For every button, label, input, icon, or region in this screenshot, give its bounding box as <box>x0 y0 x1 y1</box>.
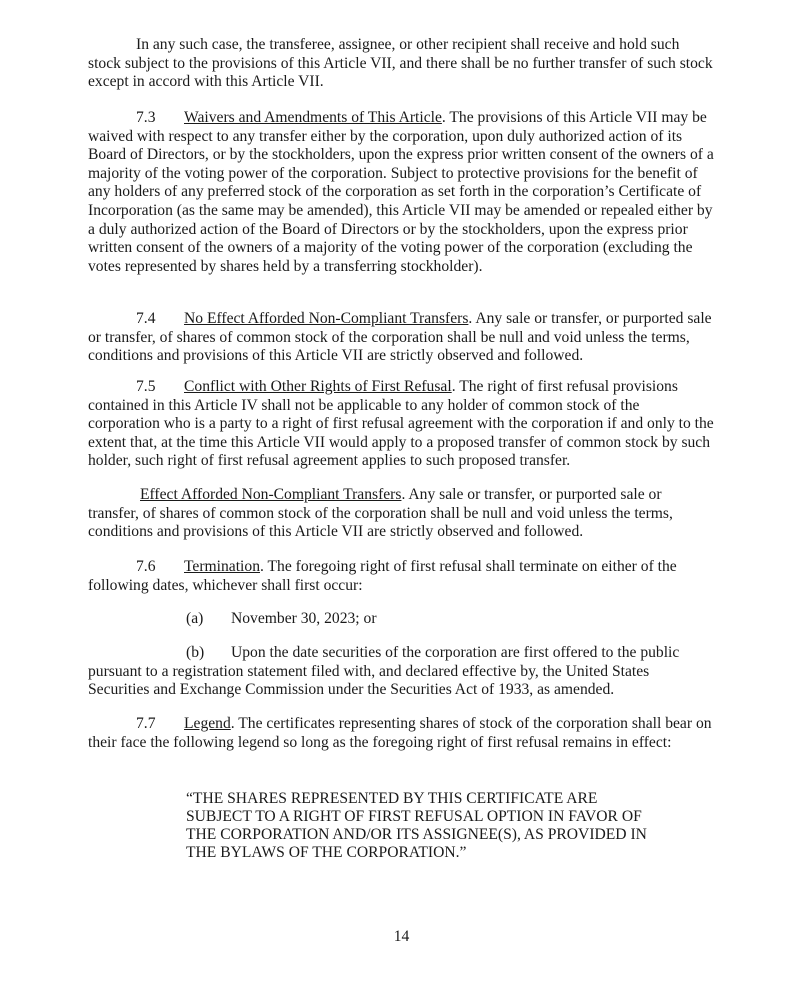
termination-item-a <box>186 610 377 629</box>
item-text: November 30, 2023; or <box>231 610 377 627</box>
legend-line: SUBJECT TO A RIGHT OF FIRST REFUSAL OPTION IN FAVOR OF <box>186 808 642 825</box>
section-number: 7.7 <box>136 715 156 732</box>
intro-paragraph <box>88 36 714 92</box>
section-7-4 <box>88 310 714 366</box>
intro-text: In any such case, the transferee, assignee, or other recipient shall receive and hold such stock subject to the provisions of this Article VII, and there shall be no further transfer of such stock except in accord with this Article VII. <box>88 36 713 91</box>
section-body: . Any sale or transfer, or purported sale or transfer, of shares of common stock of the corporation shall be null and void unless the terms, conditions and provisions of this Article VII are strictly observed and followed. <box>88 310 712 365</box>
section-7-6 <box>88 558 714 595</box>
section-heading: Waivers and Amendments of This Article <box>184 109 442 126</box>
section-number: 7.4 <box>136 310 156 327</box>
section-body: . The provisions of this Article VII may be waived with respect to any transfer either by the corporation, upon duly authorized action of its Board of Directors, or by the stockholders, upon the express prior written consent of the owners of a majority of the voting power of the corporation. Subject to protective provisions for the benefit of any holders of any preferred stock of the corporation as set forth in the corporation’s Certificate of Incorporation (as the same may be amended), this Article VII may be amended or repealed either by a duly authorized action of the Board of Directors or by the stockholders, upon the express prior written consent of the owners of a majority of the voting power of the corporation (excluding the votes represented by shares held by a transferring stockholder). <box>88 109 714 275</box>
section-number: 7.6 <box>136 558 156 575</box>
item-text: Upon the date securities of the corporation are first offered to the public pursuant to a registration statement filed with, and declared effective by, the United States Securities and Exchange Commission under the Securities Act of 1933, as amended. <box>88 644 680 699</box>
certificate-legend <box>186 790 686 862</box>
section-number: 7.5 <box>136 378 156 395</box>
section-unnumbered <box>88 486 714 542</box>
section-7-3 <box>88 109 714 276</box>
section-body: . The right of first refusal provisions contained in this Article IV shall not be applicable to any holder of common stock of the corporation who is a party to a right of first refusal agreement with the corporation if and only to the extent that, at the time this Article VII would apply to a proposed transfer of common stock by such holder, such right of first refusal agreement applies to such proposed transfer. <box>88 378 714 470</box>
section-heading: No Effect Afforded Non-Compliant Transfers <box>184 310 469 327</box>
legend-line: THE CORPORATION AND/OR ITS ASSIGNEE(S), AS PROVIDED IN <box>186 826 647 843</box>
section-body: . The certificates representing shares of stock of the corporation shall bear on their face the following legend so long as the foregoing right of first refusal remains in effect: <box>88 715 712 751</box>
legend-line: “THE SHARES REPRESENTED BY THIS CERTIFICATE ARE <box>186 790 598 807</box>
page-number: 14 <box>393 928 410 945</box>
termination-item-b <box>88 644 714 700</box>
section-number: 7.3 <box>136 109 156 126</box>
legend-line: THE BYLAWS OF THE CORPORATION.” <box>186 844 467 861</box>
section-heading: Termination <box>184 558 260 575</box>
section-body: . Any sale or transfer, or purported sale or transfer, of shares of common stock of the corporation shall be null and void unless the terms, conditions and provisions of this Article VII are strictly observed and followed. <box>88 486 673 541</box>
section-heading: Effect Afforded Non-Compliant Transfers <box>140 486 402 503</box>
item-label: (b) <box>186 644 205 661</box>
section-7-7 <box>88 715 714 752</box>
section-body: . The foregoing right of first refusal shall terminate on either of the following dates, whichever shall first occur: <box>88 558 677 594</box>
section-heading: Legend <box>184 715 231 732</box>
section-7-5 <box>88 378 714 471</box>
section-heading: Conflict with Other Rights of First Refusal <box>184 378 452 395</box>
item-label: (a) <box>186 610 204 627</box>
